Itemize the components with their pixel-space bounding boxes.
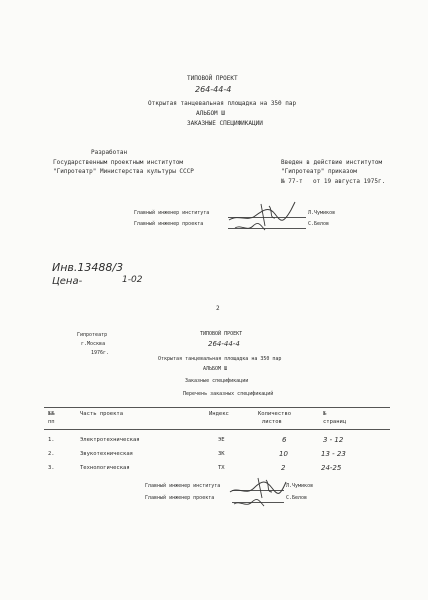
header-index: Индекс (209, 411, 229, 417)
chief-project-label: Главный инженер проекта (145, 495, 215, 501)
handwritten-signature (225, 196, 315, 238)
page-number: 2 (216, 305, 220, 312)
order-date: от 19 августа 1975г. (313, 178, 386, 185)
chief-project-name: С.Белов (286, 495, 308, 501)
developer-line-1: Государственным проектным институтом (53, 159, 184, 166)
table-top-rule (44, 407, 390, 408)
chief-engineer-label: Главный инженер института (145, 483, 221, 489)
table-cell-count: 10 (279, 450, 288, 458)
price-label: Цена- (52, 276, 83, 287)
header-num: №№ (48, 411, 55, 417)
header-num: пп (48, 419, 55, 425)
table-cell-part: Электротехническая (80, 437, 140, 443)
table-cell-pages: 13 - 23 (321, 450, 346, 458)
chief-project-name: С.Белов (308, 221, 330, 227)
table-cell-index: ТХ (218, 465, 225, 471)
project-title: Открытая танцевальная площадка на 350 пар (148, 100, 297, 107)
list-title: Перечень заказных спецификаций (183, 391, 274, 397)
project-type-label: ТИПОВОЙ ПРОЕКТ (200, 331, 243, 337)
handwritten-signature (228, 474, 292, 514)
table-header-rule (44, 429, 390, 430)
org-line-2: г.Москва (81, 341, 106, 347)
header-pages: страниц (323, 419, 347, 425)
table-cell-index: ЭЕ (218, 437, 225, 443)
introduced-line-2: "Гипротеатр" приказом (281, 168, 357, 175)
price-value: 1-02 (122, 275, 143, 285)
introduced-line-1: Введен в действие институтом (281, 159, 383, 166)
chief-engineer-name: Л.Чумиков (308, 210, 336, 216)
developer-line-2: "Гипротеатр" Министерства культуры СССР (53, 168, 194, 175)
project-number: 264-44-4 (208, 340, 240, 348)
table-cell-pages: 24-25 (321, 464, 342, 472)
table-cell-num: 2. (48, 451, 55, 457)
project-number: 264-44-4 (195, 85, 232, 94)
chief-engineer-name: Л.Чумиков (286, 483, 314, 489)
chief-project-label: Главный инженер проекта (134, 221, 204, 227)
table-cell-pages: 3 - 12 (323, 436, 344, 444)
header-part: Часть проекта (80, 411, 124, 417)
order-number: № 77-т (281, 178, 303, 185)
album-label: АЛЬБОМ Ш (203, 366, 228, 372)
org-line-3: 1976г. (91, 350, 110, 356)
table-cell-index: ЗК (218, 451, 225, 457)
project-type-label: ТИПОВОЙ ПРОЕКТ (187, 75, 238, 82)
album-subtitle: ЗАКАЗНЫЕ СПЕЦИФИКАЦИИ (187, 120, 263, 127)
table-cell-part: Технологическая (80, 465, 130, 471)
table-cell-count: 6 (282, 436, 287, 444)
table-cell-part: Звукотехническая (80, 451, 133, 457)
header-count: листов (262, 419, 282, 425)
table-cell-num: 1. (48, 437, 55, 443)
album-subtitle: Заказные спецификации (185, 378, 249, 384)
developed-by-label: Разработан (91, 149, 128, 156)
org-line-1: Гипротеатр (77, 332, 108, 338)
album-label: АЛЬБОМ Ш (196, 110, 225, 117)
header-count: Количество (258, 411, 292, 417)
table-cell-num: 3. (48, 465, 55, 471)
chief-engineer-label: Главный инженер института (134, 210, 210, 216)
header-pages: № (323, 411, 327, 417)
table-cell-count: 2 (281, 464, 286, 472)
inventory-number: Инв.13488/3 (52, 261, 124, 274)
project-title: Открытая танцевальная площадка на 350 пар (158, 356, 282, 362)
